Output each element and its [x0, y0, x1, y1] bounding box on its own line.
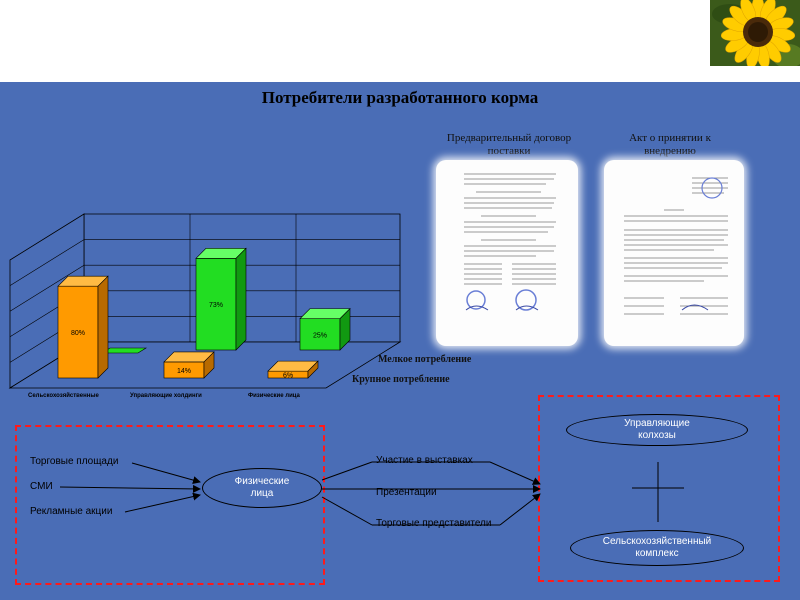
bar-data-label: 6%	[282, 372, 294, 380]
doc-caption-contract: Предварительный договор поставки	[446, 132, 572, 157]
agro-complex-label: Сельскохозяйственный комплекс	[602, 536, 712, 559]
chart-category-label: Управляющие холдинги	[130, 393, 202, 399]
flow-item-sales-reps: Торговые представители	[376, 518, 492, 529]
legend-small-consumption: Мелкое потребление	[378, 354, 472, 365]
contract-document-image	[436, 160, 578, 346]
sunflower-image	[710, 0, 800, 66]
collective-farms-ellipse	[566, 414, 748, 446]
legend-large-consumption: Крупное потребление	[352, 374, 450, 385]
flow-item-ad-campaigns: Рекламные акции	[30, 506, 113, 517]
flow-item-media: СМИ	[30, 481, 53, 492]
bar-data-label: 80%	[70, 330, 86, 338]
bar-data-label: 25%	[312, 332, 328, 340]
bar-flat-marker	[102, 348, 146, 353]
individuals-ellipse	[202, 468, 322, 508]
individuals-label: Физические лица	[234, 476, 290, 499]
slide-title: Потребители разработанного корма	[261, 88, 539, 107]
doc-caption-act: Акт о принятии к внедрению	[629, 132, 711, 157]
flow-item-exhibitions: Участие в выставках	[376, 455, 473, 466]
flow-item-trade-areas: Торговые площади	[30, 456, 119, 467]
bar-side	[98, 276, 108, 378]
chart-category-label: Сельскохозяйственные	[28, 393, 99, 399]
bar-data-label: 73%	[208, 302, 224, 310]
bar-data-label: 14%	[176, 367, 192, 375]
flow-item-presentations: Презентации	[376, 487, 437, 498]
chart-category-label: Физические лица	[248, 393, 300, 399]
bar-side	[236, 248, 246, 350]
act-document-image	[604, 160, 744, 346]
collective-farms-label: Управляющие колхозы	[624, 418, 690, 441]
agro-complex-ellipse	[570, 530, 744, 566]
